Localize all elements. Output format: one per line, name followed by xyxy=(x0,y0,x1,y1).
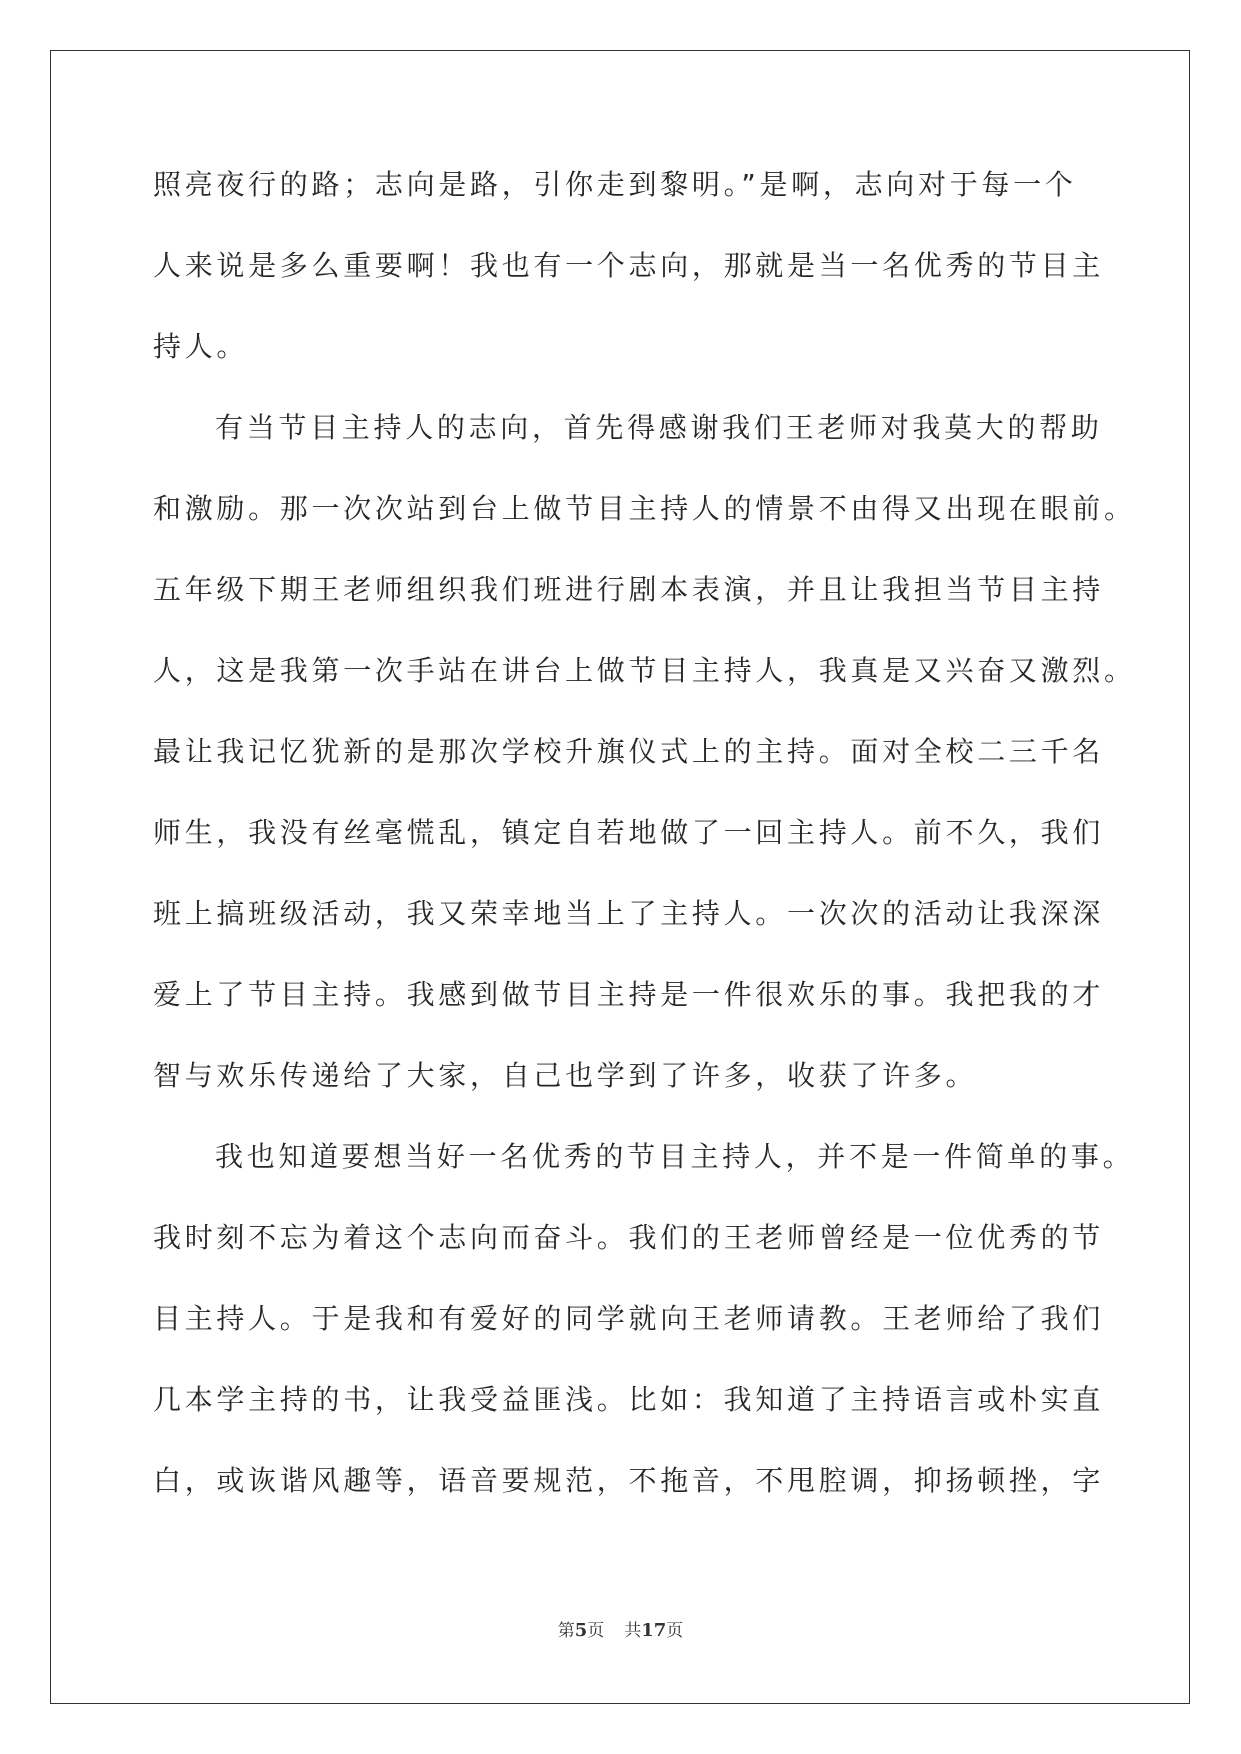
text-line: 人来说是多么重要啊！我也有一个志向，那就是当一名优秀的节目主 xyxy=(153,249,1105,282)
text-line: 白，或诙谐风趣等，语音要规范，不拖音，不甩腔调，抑扬顿挫，字 xyxy=(153,1464,1105,1497)
total-suffix: 页 xyxy=(666,1621,684,1641)
page-number: 5 xyxy=(574,1620,588,1641)
page-footer xyxy=(0,1616,1241,1641)
text-line: 和激励。那一次次站到台上做节目主持人的情景不由得又出现在眼前。 xyxy=(153,492,1136,525)
text-line: 智与欢乐传递给了大家，自己也学到了许多，收获了许多。 xyxy=(153,1059,978,1092)
text-line: 照亮夜行的路；志向是路，引你走到黎明。”是啊，志向对于每一个 xyxy=(153,168,1077,201)
page-prefix: 第 xyxy=(557,1621,575,1641)
page-suffix: 页 xyxy=(587,1621,605,1641)
text-line: 几本学主持的书，让我受益匪浅。比如：我知道了主持语言或朴实直 xyxy=(153,1383,1105,1416)
text-line: 我时刻不忘为着这个志向而奋斗。我们的王老师曾经是一位优秀的节 xyxy=(153,1221,1105,1254)
paragraph-start-line: 有当节目主持人的志向，首先得感谢我们王老师对我莫大的帮助 xyxy=(215,411,1103,444)
text-line: 持人。 xyxy=(153,330,249,363)
text-line: 最让我记忆犹新的是那次学校升旗仪式上的主持。面对全校二三千名 xyxy=(153,735,1105,768)
text-line: 目主持人。于是我和有爱好的同学就向王老师请教。王老师给了我们 xyxy=(153,1302,1105,1335)
text-line: 人，这是我第一次手站在讲台上做节目主持人，我真是又兴奋又激烈。 xyxy=(153,654,1136,687)
paragraph-start-line: 我也知道要想当好一名优秀的节目主持人，并不是一件简单的事。 xyxy=(215,1140,1135,1173)
text-line: 五年级下期王老师组织我们班进行剧本表演，并且让我担当节目主持 xyxy=(153,573,1105,606)
text-line: 爱上了节目主持。我感到做节目主持是一件很欢乐的事。我把我的才 xyxy=(153,978,1105,1011)
text-line: 班上搞班级活动，我又荣幸地当上了主持人。一次次的活动让我深深 xyxy=(153,897,1105,930)
total-pages: 17 xyxy=(641,1620,667,1641)
total-prefix: 共 xyxy=(624,1621,642,1641)
text-line: 师生，我没有丝毫慌乱，镇定自若地做了一回主持人。前不久，我们 xyxy=(153,816,1105,849)
document-body xyxy=(153,160,1136,1537)
